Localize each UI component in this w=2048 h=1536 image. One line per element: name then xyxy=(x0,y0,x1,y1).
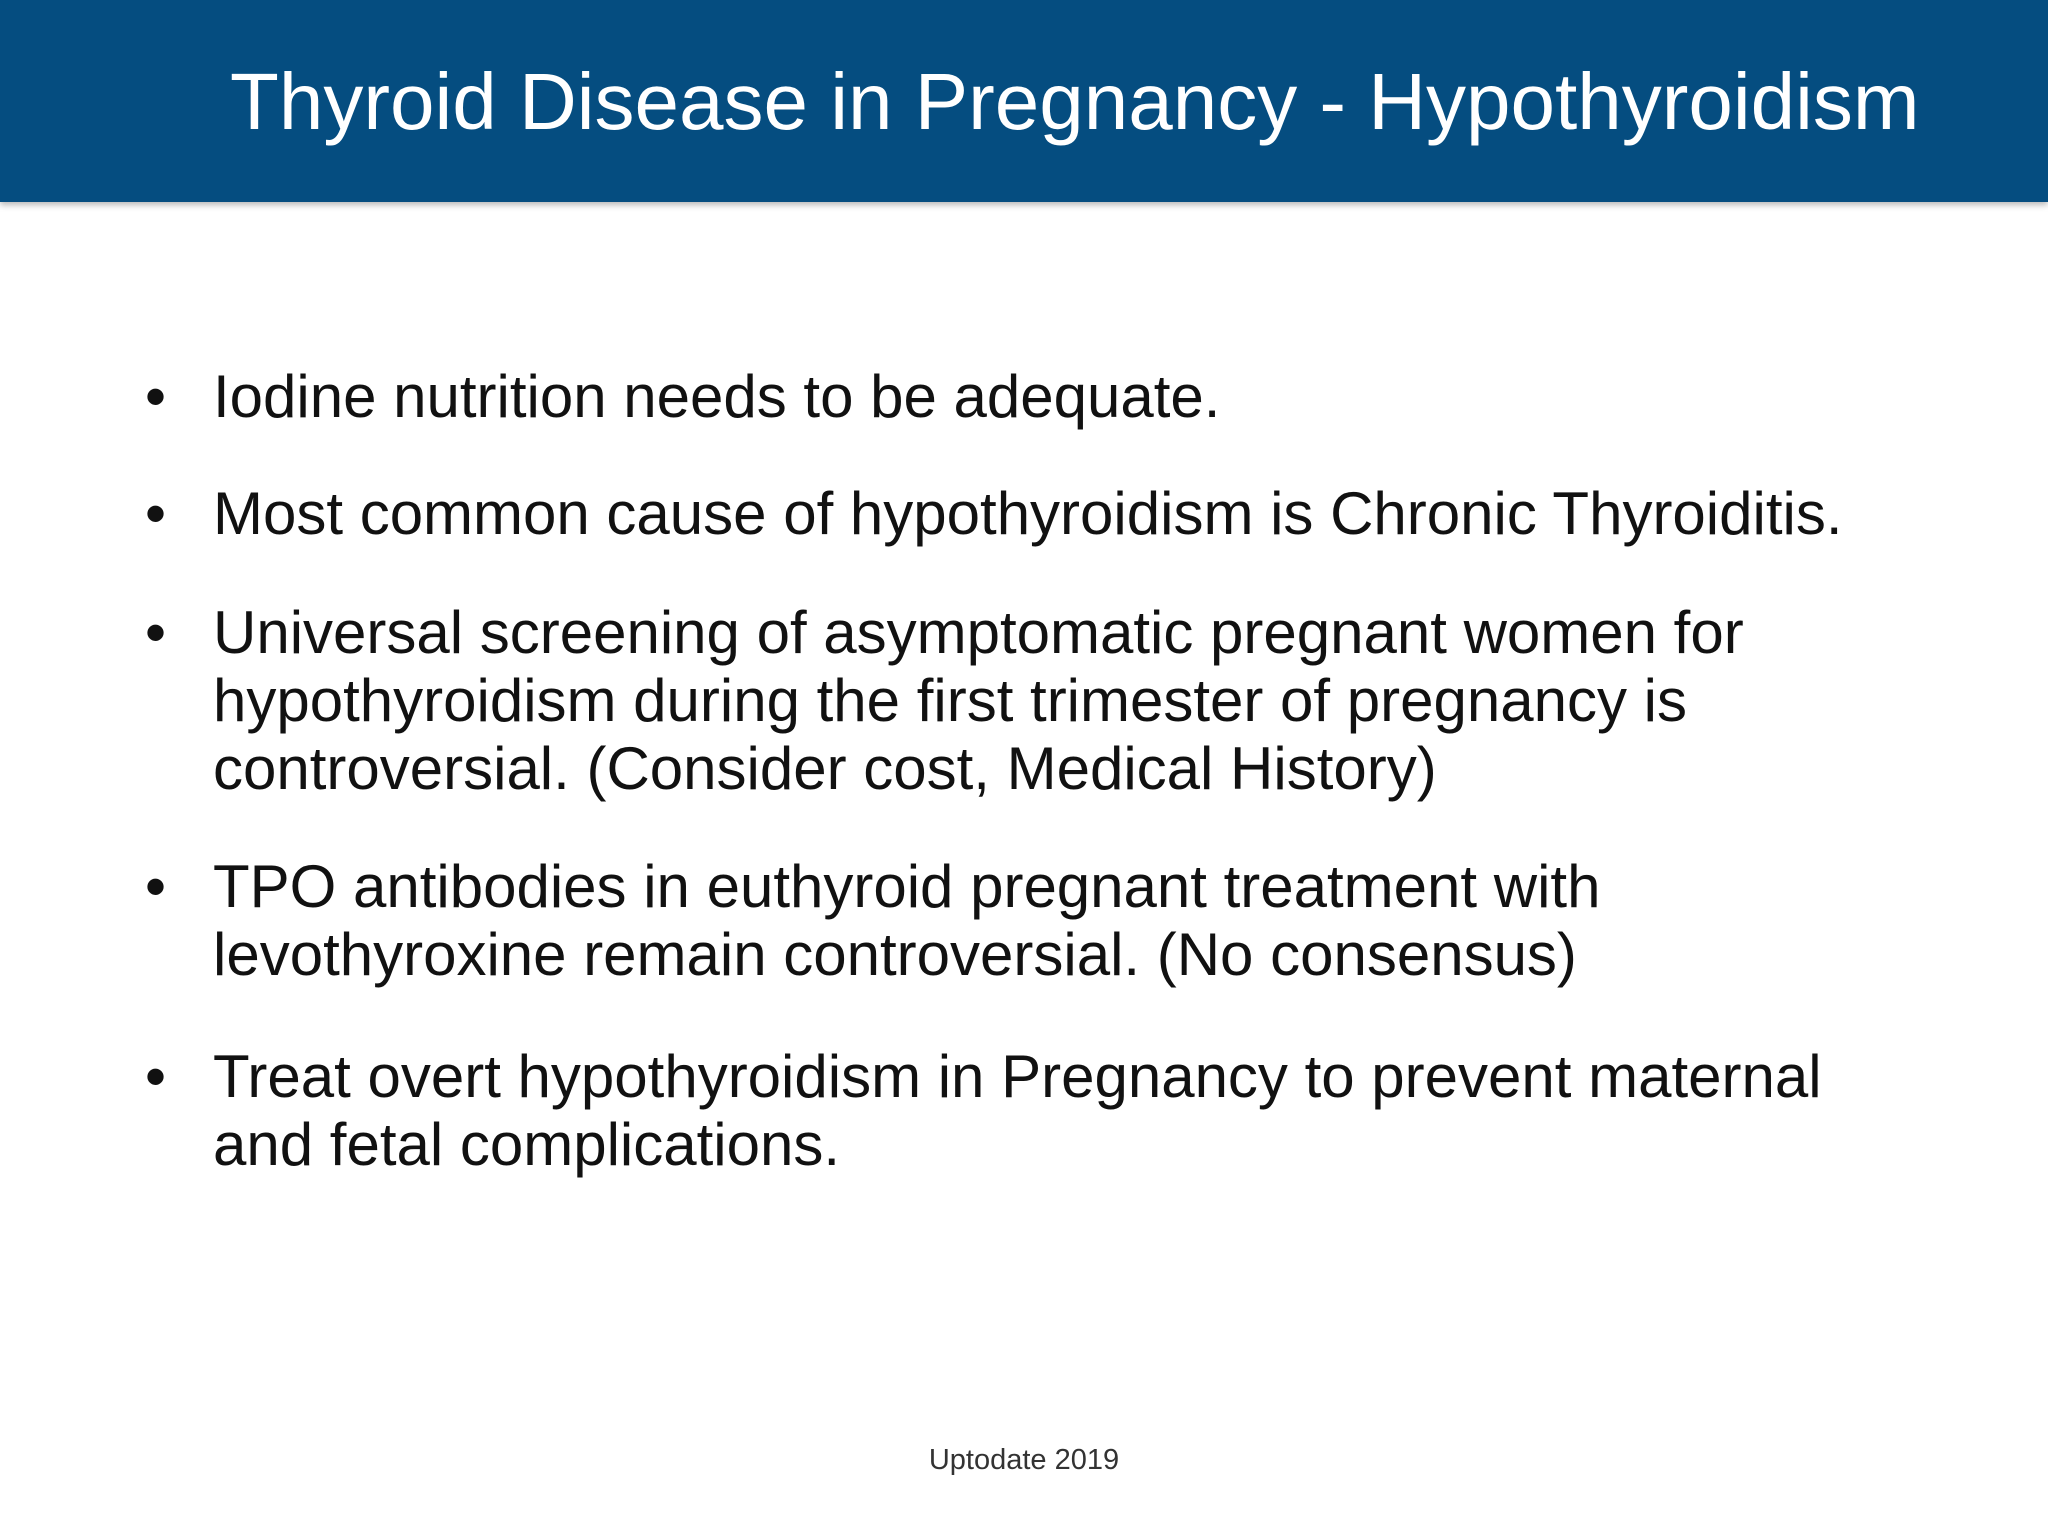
bullet-text: Iodine nutrition needs to be adequate. xyxy=(213,363,1221,430)
bullet-dot-icon: • xyxy=(145,599,167,666)
source-citation: Uptodate 2019 xyxy=(928,1444,1120,1476)
bullet-text: TPO antibodies in euthyroid pregnant treatment with levothyroxine remain controversial. (No consensus) xyxy=(213,853,1601,988)
bullet-text: Most common cause of hypothyroidism is Chronic Thyroiditis. xyxy=(213,480,1843,547)
bullet-item-tpo-antibodies xyxy=(145,853,2025,989)
bullet-item-treat-overt xyxy=(145,1043,2025,1179)
bullet-dot-icon: • xyxy=(145,1043,167,1110)
bullet-dot-icon: • xyxy=(145,363,167,430)
slide-title: Thyroid Disease in Pregnancy - Hypothyroidism xyxy=(230,57,1920,146)
bullet-dot-icon: • xyxy=(145,480,167,547)
bullet-item-universal-screening xyxy=(145,599,2025,803)
bullet-item-iodine xyxy=(145,363,2025,431)
bullet-text: Universal screening of asymptomatic pregnant women for hypothyroidism during the first trimester of pregnancy is controversial. (Consider cost, Medical History) xyxy=(213,599,1744,802)
bullet-text: Treat overt hypothyroidism in Pregnancy to prevent maternal and fetal complications. xyxy=(213,1043,1822,1178)
bullet-item-common-cause xyxy=(145,480,2025,548)
bullet-dot-icon: • xyxy=(145,853,167,920)
